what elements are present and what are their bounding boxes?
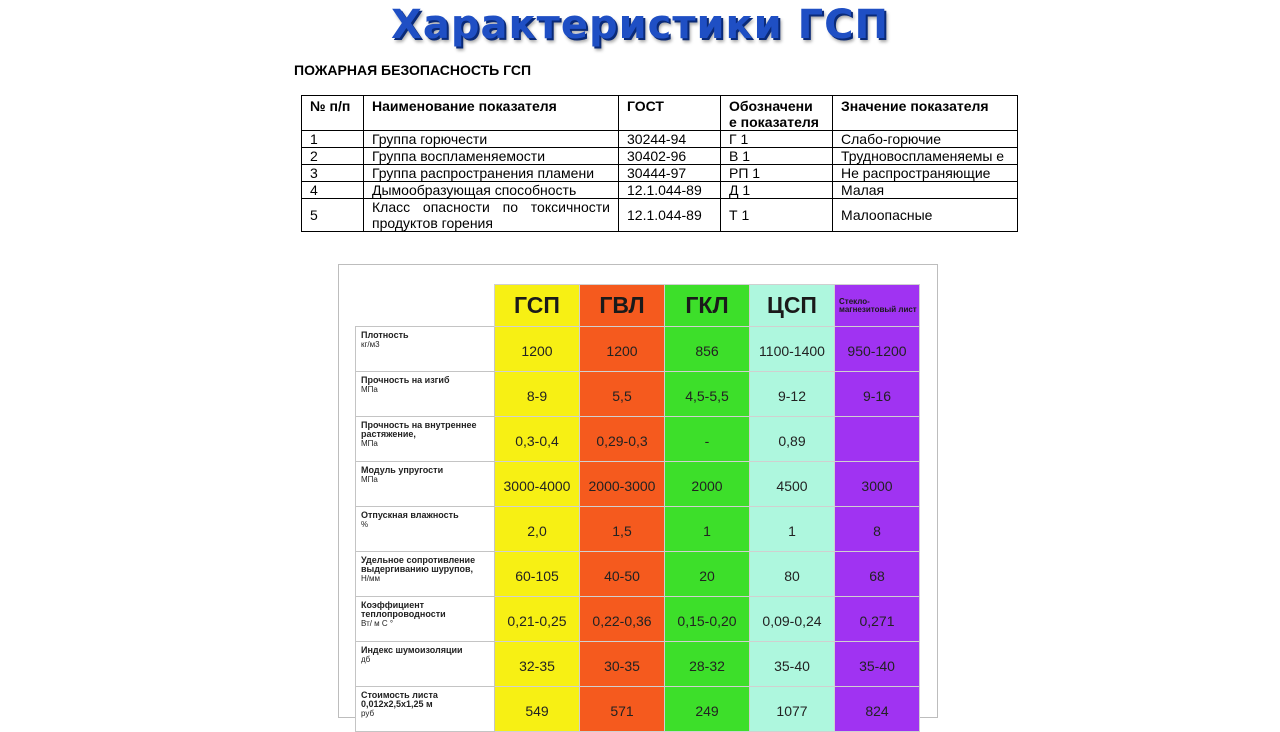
- property-name: Удельное сопротивление выдергиванию шурупов,: [361, 555, 476, 574]
- table-cell: Группа горючести: [364, 131, 619, 148]
- property-value: 4500: [750, 462, 835, 507]
- column-header: № п/п: [302, 96, 364, 131]
- table-cell: Д 1: [721, 182, 833, 199]
- table-cell: Малая: [833, 182, 1018, 199]
- property-value: 549: [495, 687, 580, 732]
- table-cell: 1: [302, 131, 364, 148]
- property-row: [356, 642, 920, 687]
- property-label: [356, 642, 495, 687]
- table-cell: В 1: [721, 148, 833, 165]
- property-label: [356, 417, 495, 462]
- property-label: [356, 687, 495, 732]
- table-cell: Трудновоспламеняемы е: [833, 148, 1018, 165]
- property-value: 1: [750, 507, 835, 552]
- column-header: Значение показателя: [833, 96, 1018, 131]
- material-header: ГВЛ: [580, 285, 665, 327]
- property-name: Стоимость листа 0,012х2,5х1,25 м: [361, 690, 438, 709]
- property-name: Модуль упругости: [361, 465, 444, 475]
- property-name: Плотность: [361, 330, 409, 340]
- property-row: [356, 462, 920, 507]
- table-cell: 3: [302, 165, 364, 182]
- property-value: 1,5: [580, 507, 665, 552]
- material-header: ГСП: [495, 285, 580, 327]
- property-label: [356, 552, 495, 597]
- property-value: 0,21-0,25: [495, 597, 580, 642]
- property-row: [356, 417, 920, 462]
- column-header: ГОСТ: [619, 96, 721, 131]
- property-value: 2000-3000: [580, 462, 665, 507]
- property-unit: дб: [361, 655, 371, 664]
- property-value: 9-16: [835, 372, 920, 417]
- property-value: 28-32: [665, 642, 750, 687]
- property-value: 824: [835, 687, 920, 732]
- property-value: 8-9: [495, 372, 580, 417]
- fire-safety-table: [301, 95, 1018, 232]
- property-value: 0,271: [835, 597, 920, 642]
- property-name: Прочность на изгиб: [361, 375, 450, 385]
- property-value: 2,0: [495, 507, 580, 552]
- property-value: 68: [835, 552, 920, 597]
- property-value: 856: [665, 327, 750, 372]
- property-value: 40-50: [580, 552, 665, 597]
- table-cell: Группа распространения пламени: [364, 165, 619, 182]
- property-value: 5,5: [580, 372, 665, 417]
- table-cell: Малоопасные: [833, 199, 1018, 232]
- property-label: [356, 327, 495, 372]
- property-unit: МПа: [361, 439, 378, 448]
- property-value: 8: [835, 507, 920, 552]
- table-cell: 2: [302, 148, 364, 165]
- property-row: [356, 327, 920, 372]
- property-value: 1200: [495, 327, 580, 372]
- property-unit: МПа: [361, 475, 378, 484]
- property-unit: Н/мм: [361, 574, 380, 583]
- table-cell: Т 1: [721, 199, 833, 232]
- property-unit: Вт/ м С °: [361, 619, 394, 628]
- table-cell: Дымообразующая способность: [364, 182, 619, 199]
- table-row: [302, 131, 1018, 148]
- property-row: [356, 552, 920, 597]
- table-row: [302, 182, 1018, 199]
- fire-safety-subtitle: ПОЖАРНАЯ БЕЗОПАСНОСТЬ ГСП: [294, 62, 532, 78]
- material-header-row: [356, 285, 920, 327]
- table-cell: Класс опасности по токсичности продуктов горения: [364, 199, 619, 232]
- table-cell: Г 1: [721, 131, 833, 148]
- property-value: 32-35: [495, 642, 580, 687]
- property-value: 1077: [750, 687, 835, 732]
- table-header-row: [302, 96, 1018, 131]
- property-value: 0,29-0,3: [580, 417, 665, 462]
- property-value: 0,09-0,24: [750, 597, 835, 642]
- property-value: 3000-4000: [495, 462, 580, 507]
- material-header: ЦСП: [750, 285, 835, 327]
- property-row: [356, 597, 920, 642]
- table-row: [302, 165, 1018, 182]
- property-value: 2000: [665, 462, 750, 507]
- table-cell: 12.1.044-89: [619, 182, 721, 199]
- property-value: 60-105: [495, 552, 580, 597]
- table-cell: 5: [302, 199, 364, 232]
- property-value: 30-35: [580, 642, 665, 687]
- property-value: 80: [750, 552, 835, 597]
- property-name: Отпускная влажность: [361, 510, 459, 520]
- column-header: Обозначени е показателя: [721, 96, 833, 131]
- header-corner: [356, 285, 495, 327]
- property-value: 0,22-0,36: [580, 597, 665, 642]
- property-unit: руб: [361, 709, 375, 718]
- table-cell: Слабо-горючие: [833, 131, 1018, 148]
- property-row: [356, 507, 920, 552]
- property-value: 35-40: [750, 642, 835, 687]
- property-label: [356, 372, 495, 417]
- property-value: -: [665, 417, 750, 462]
- comparison-panel: [338, 264, 938, 718]
- property-value: 4,5-5,5: [665, 372, 750, 417]
- property-label: [356, 507, 495, 552]
- table-cell: Группа воспламеняемости: [364, 148, 619, 165]
- table-cell: 4: [302, 182, 364, 199]
- table-row: [302, 148, 1018, 165]
- page-title: Характеристики ГСП: [391, 2, 889, 48]
- property-value: 571: [580, 687, 665, 732]
- material-header: Стекло-магнезитовый лист: [835, 285, 920, 327]
- table-cell: 12.1.044-89: [619, 199, 721, 232]
- property-value: 3000: [835, 462, 920, 507]
- table-cell: 30402-96: [619, 148, 721, 165]
- property-value: 249: [665, 687, 750, 732]
- table-cell: Не распространяющие: [833, 165, 1018, 182]
- material-header: ГКЛ: [665, 285, 750, 327]
- property-value: 35-40: [835, 642, 920, 687]
- property-row: [356, 372, 920, 417]
- property-value: 950-1200: [835, 327, 920, 372]
- table-cell: РП 1: [721, 165, 833, 182]
- property-value: 20: [665, 552, 750, 597]
- property-value: 1: [665, 507, 750, 552]
- property-row: [356, 687, 920, 732]
- comparison-table: [355, 284, 920, 732]
- property-unit: МПа: [361, 385, 378, 394]
- property-value: 0,89: [750, 417, 835, 462]
- table-cell: 30444-97: [619, 165, 721, 182]
- property-unit: кг/м3: [361, 340, 380, 349]
- table-cell: 30244-94: [619, 131, 721, 148]
- property-value: 1200: [580, 327, 665, 372]
- property-value: 1100-1400: [750, 327, 835, 372]
- property-unit: %: [361, 520, 369, 529]
- property-value: 9-12: [750, 372, 835, 417]
- property-value: 0,15-0,20: [665, 597, 750, 642]
- property-label: [356, 462, 495, 507]
- property-name: Индекс шумоизоляции: [361, 645, 463, 655]
- property-name: Коэффициент теплопроводности: [361, 600, 446, 619]
- property-value: 0,3-0,4: [495, 417, 580, 462]
- column-header: Наименование показателя: [364, 96, 619, 131]
- table-row: [302, 199, 1018, 232]
- property-value: [835, 417, 920, 462]
- property-label: [356, 597, 495, 642]
- property-name: Прочность на внутреннее растяжение,: [361, 420, 477, 439]
